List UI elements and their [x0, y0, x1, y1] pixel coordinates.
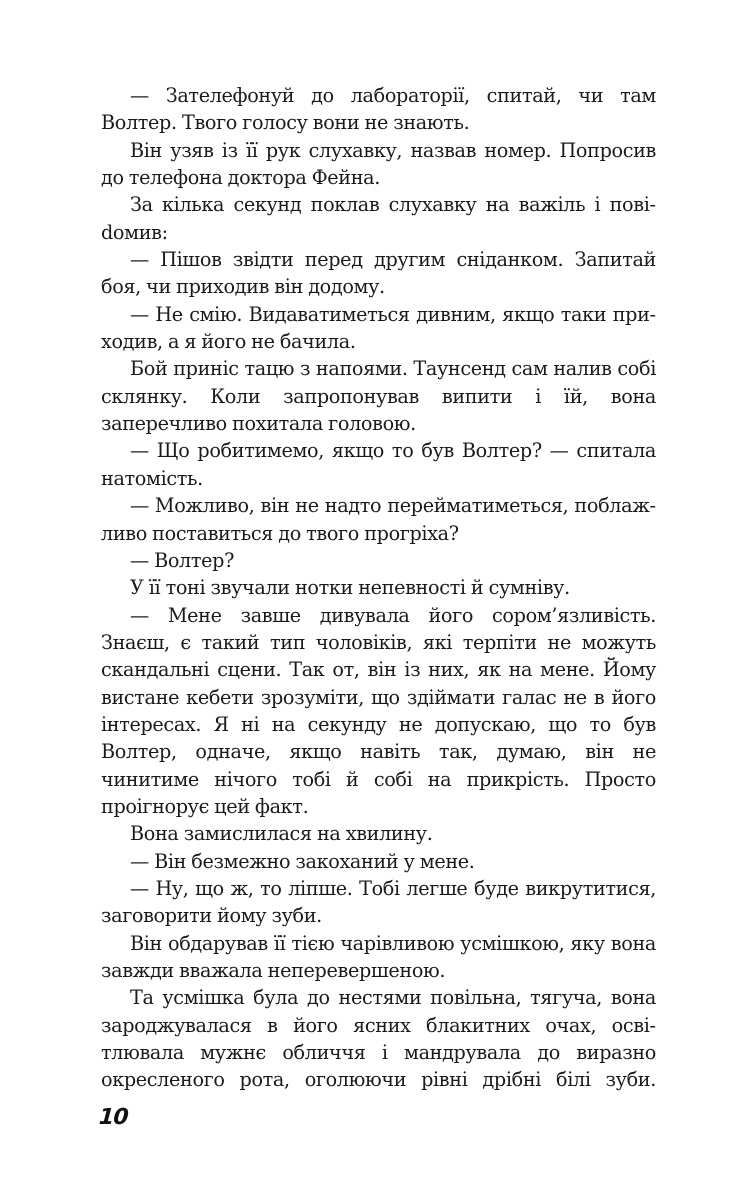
paragraph: — Що робитимемо, якщо то був Волтер? — спитала натомість. [101, 439, 656, 490]
paragraph: Він обдарував її тією чарівливою усмішкою, яку вона завжди вважала неперевершеною. [101, 931, 656, 982]
paragraph: — Він безмежно закоханий у мене. [130, 849, 475, 873]
paragraph: — Ну, що ж, то ліпше. Тобі легше буде викрутитися, заговорити йому зуби. [101, 876, 656, 928]
paragraph: Він узяв із її рук слухавку, назвав номер. Попросив до телефона доктора Фейна. [101, 138, 656, 190]
page-body-text [101, 82, 656, 1094]
paragraph: — Не смію. Видаватиметься дивним, якщо таки приходив, а я його не бачила. [101, 302, 656, 354]
paragraph: У її тоні звучали нотки непевності й сумніву. [130, 576, 570, 600]
paragraph: — Пішов звідти перед другим сніданком. Запитай боя, чи приходив він додому. [101, 248, 656, 299]
paragraph: — Зателефонуй до лабораторії, спитай, чи там Волтер. Твого голосу вони не знають. [101, 84, 656, 135]
paragraph: За кілька секунд поклав слухавку на важіль і повіdомив: [101, 193, 656, 244]
paragraph: — Можливо, він не надто перейматиметься, поблажливо поставиться до твого прогріха? [101, 494, 656, 545]
paragraph-continued: Та усмішка була до нестями повільна, тягуча, вона зароджувалася в його ясних блакитних очах, освітлювала мужнє обличчя і мандрувала до виразно окресленого рота, оголюючи рівні дрібні білі зуби. [101, 986, 656, 1092]
paragraph: Бой приніс тацю з напоями. Таунсенд сам налив собі склянку. Коли запропонував випити і їй, вона заперечливо похитала головою. [101, 357, 656, 436]
page-number: 10 [98, 1105, 129, 1130]
paragraph: — Мене завше дивувала його сором’язливість. Знаєш, є такий тип чоловіків, які терпіти не можуть скандальні сцени. Так от, він із них, як на мене. Йому вистане кебети зрозуміти, що здіймати галас не в його інтересах. Я ні на секунду не допускаю, що то був Волтер, одначе, якщо навіть так, думаю, він не чинитиме нічого тобі й собі на прикрість. Просто проігнорує цей факт. [101, 603, 656, 818]
paragraph: Вона замислилася на хвилину. [130, 822, 433, 846]
paragraph: — Волтер? [130, 548, 235, 572]
